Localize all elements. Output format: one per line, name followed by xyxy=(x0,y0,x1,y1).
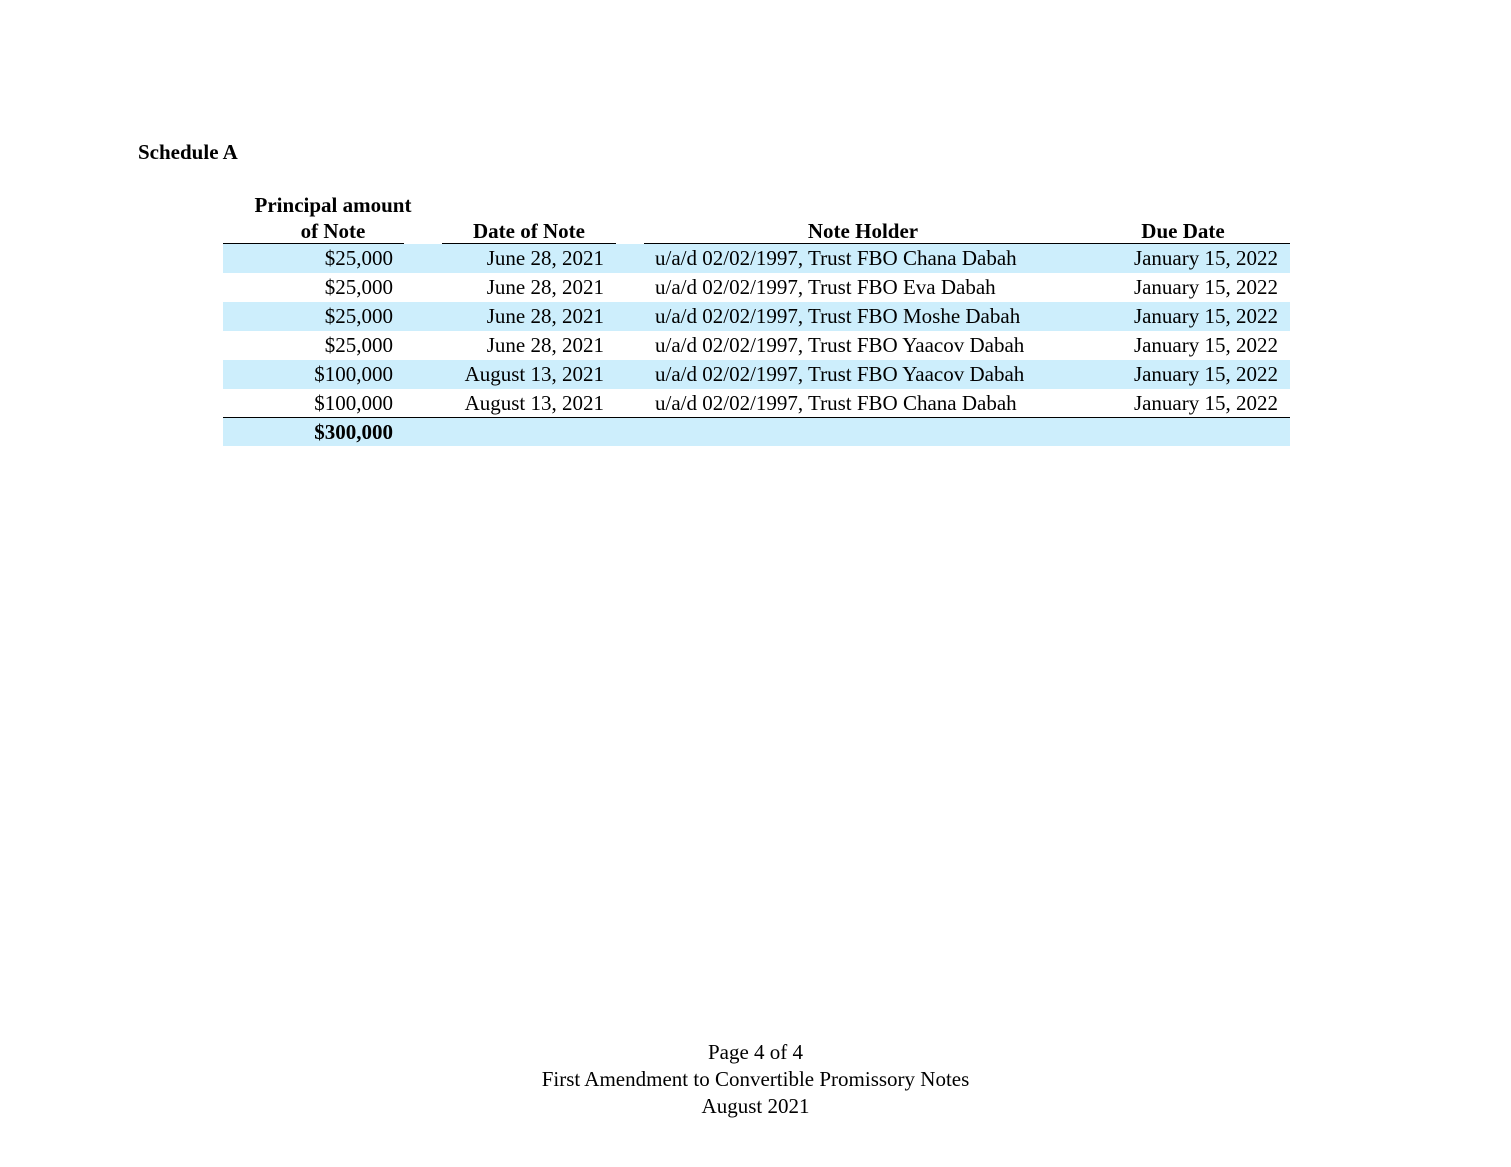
due-cell: January 15, 2022 xyxy=(1133,362,1278,386)
principal-cell: $100,000 xyxy=(314,362,393,386)
header-holder: Note Holder xyxy=(807,219,919,243)
principal-cell: $25,000 xyxy=(324,333,393,357)
due-cell: January 15, 2022 xyxy=(1133,333,1278,357)
holder-cell: u/a/d 02/02/1997, Trust FBO Chana Dabah xyxy=(655,246,1017,270)
footer-date: August 2021 xyxy=(701,1094,810,1118)
holder-cell: u/a/d 02/02/1997, Trust FBO Moshe Dabah xyxy=(655,304,1021,328)
total-row xyxy=(223,418,1290,446)
page-number: Page 4 of 4 xyxy=(707,1040,804,1064)
table-row xyxy=(223,244,1290,273)
header-principal-line2: of Note xyxy=(300,219,366,243)
due-cell: January 15, 2022 xyxy=(1133,246,1278,270)
principal-cell: $25,000 xyxy=(324,304,393,328)
due-cell: January 15, 2022 xyxy=(1133,275,1278,299)
due-cell: January 15, 2022 xyxy=(1133,304,1278,328)
date-cell: June 28, 2021 xyxy=(486,304,604,328)
holder-cell: u/a/d 02/02/1997, Trust FBO Chana Dabah xyxy=(655,391,1017,415)
date-cell: August 13, 2021 xyxy=(464,391,604,415)
principal-cell: $25,000 xyxy=(324,275,393,299)
holder-cell: u/a/d 02/02/1997, Trust FBO Yaacov Dabah xyxy=(655,333,1025,357)
table-row xyxy=(223,273,1290,302)
header-due: Due Date xyxy=(1141,219,1225,243)
table-row xyxy=(223,331,1290,360)
header-date: Date of Note xyxy=(473,219,585,243)
table-header xyxy=(223,190,1290,244)
principal-cell: $25,000 xyxy=(324,246,393,270)
date-cell: August 13, 2021 xyxy=(464,362,604,386)
date-cell: June 28, 2021 xyxy=(486,333,604,357)
holder-cell: u/a/d 02/02/1997, Trust FBO Yaacov Dabah xyxy=(655,362,1025,386)
total-principal: $300,000 xyxy=(314,420,393,444)
header-principal xyxy=(223,192,443,244)
date-cell: June 28, 2021 xyxy=(486,246,604,270)
table-row xyxy=(223,360,1290,389)
schedule-table xyxy=(223,190,1290,446)
schedule-title: Schedule A xyxy=(138,140,238,164)
due-cell: January 15, 2022 xyxy=(1133,391,1278,415)
holder-cell: u/a/d 02/02/1997, Trust FBO Eva Dabah xyxy=(655,275,996,299)
date-cell: June 28, 2021 xyxy=(486,275,604,299)
header-principal-line1: Principal amount xyxy=(254,193,412,217)
footer-document-title: First Amendment to Convertible Promissory Notes xyxy=(541,1067,970,1091)
table-row xyxy=(223,302,1290,331)
table-row xyxy=(223,389,1290,418)
principal-cell: $100,000 xyxy=(314,391,393,415)
page-footer xyxy=(0,1039,1511,1120)
